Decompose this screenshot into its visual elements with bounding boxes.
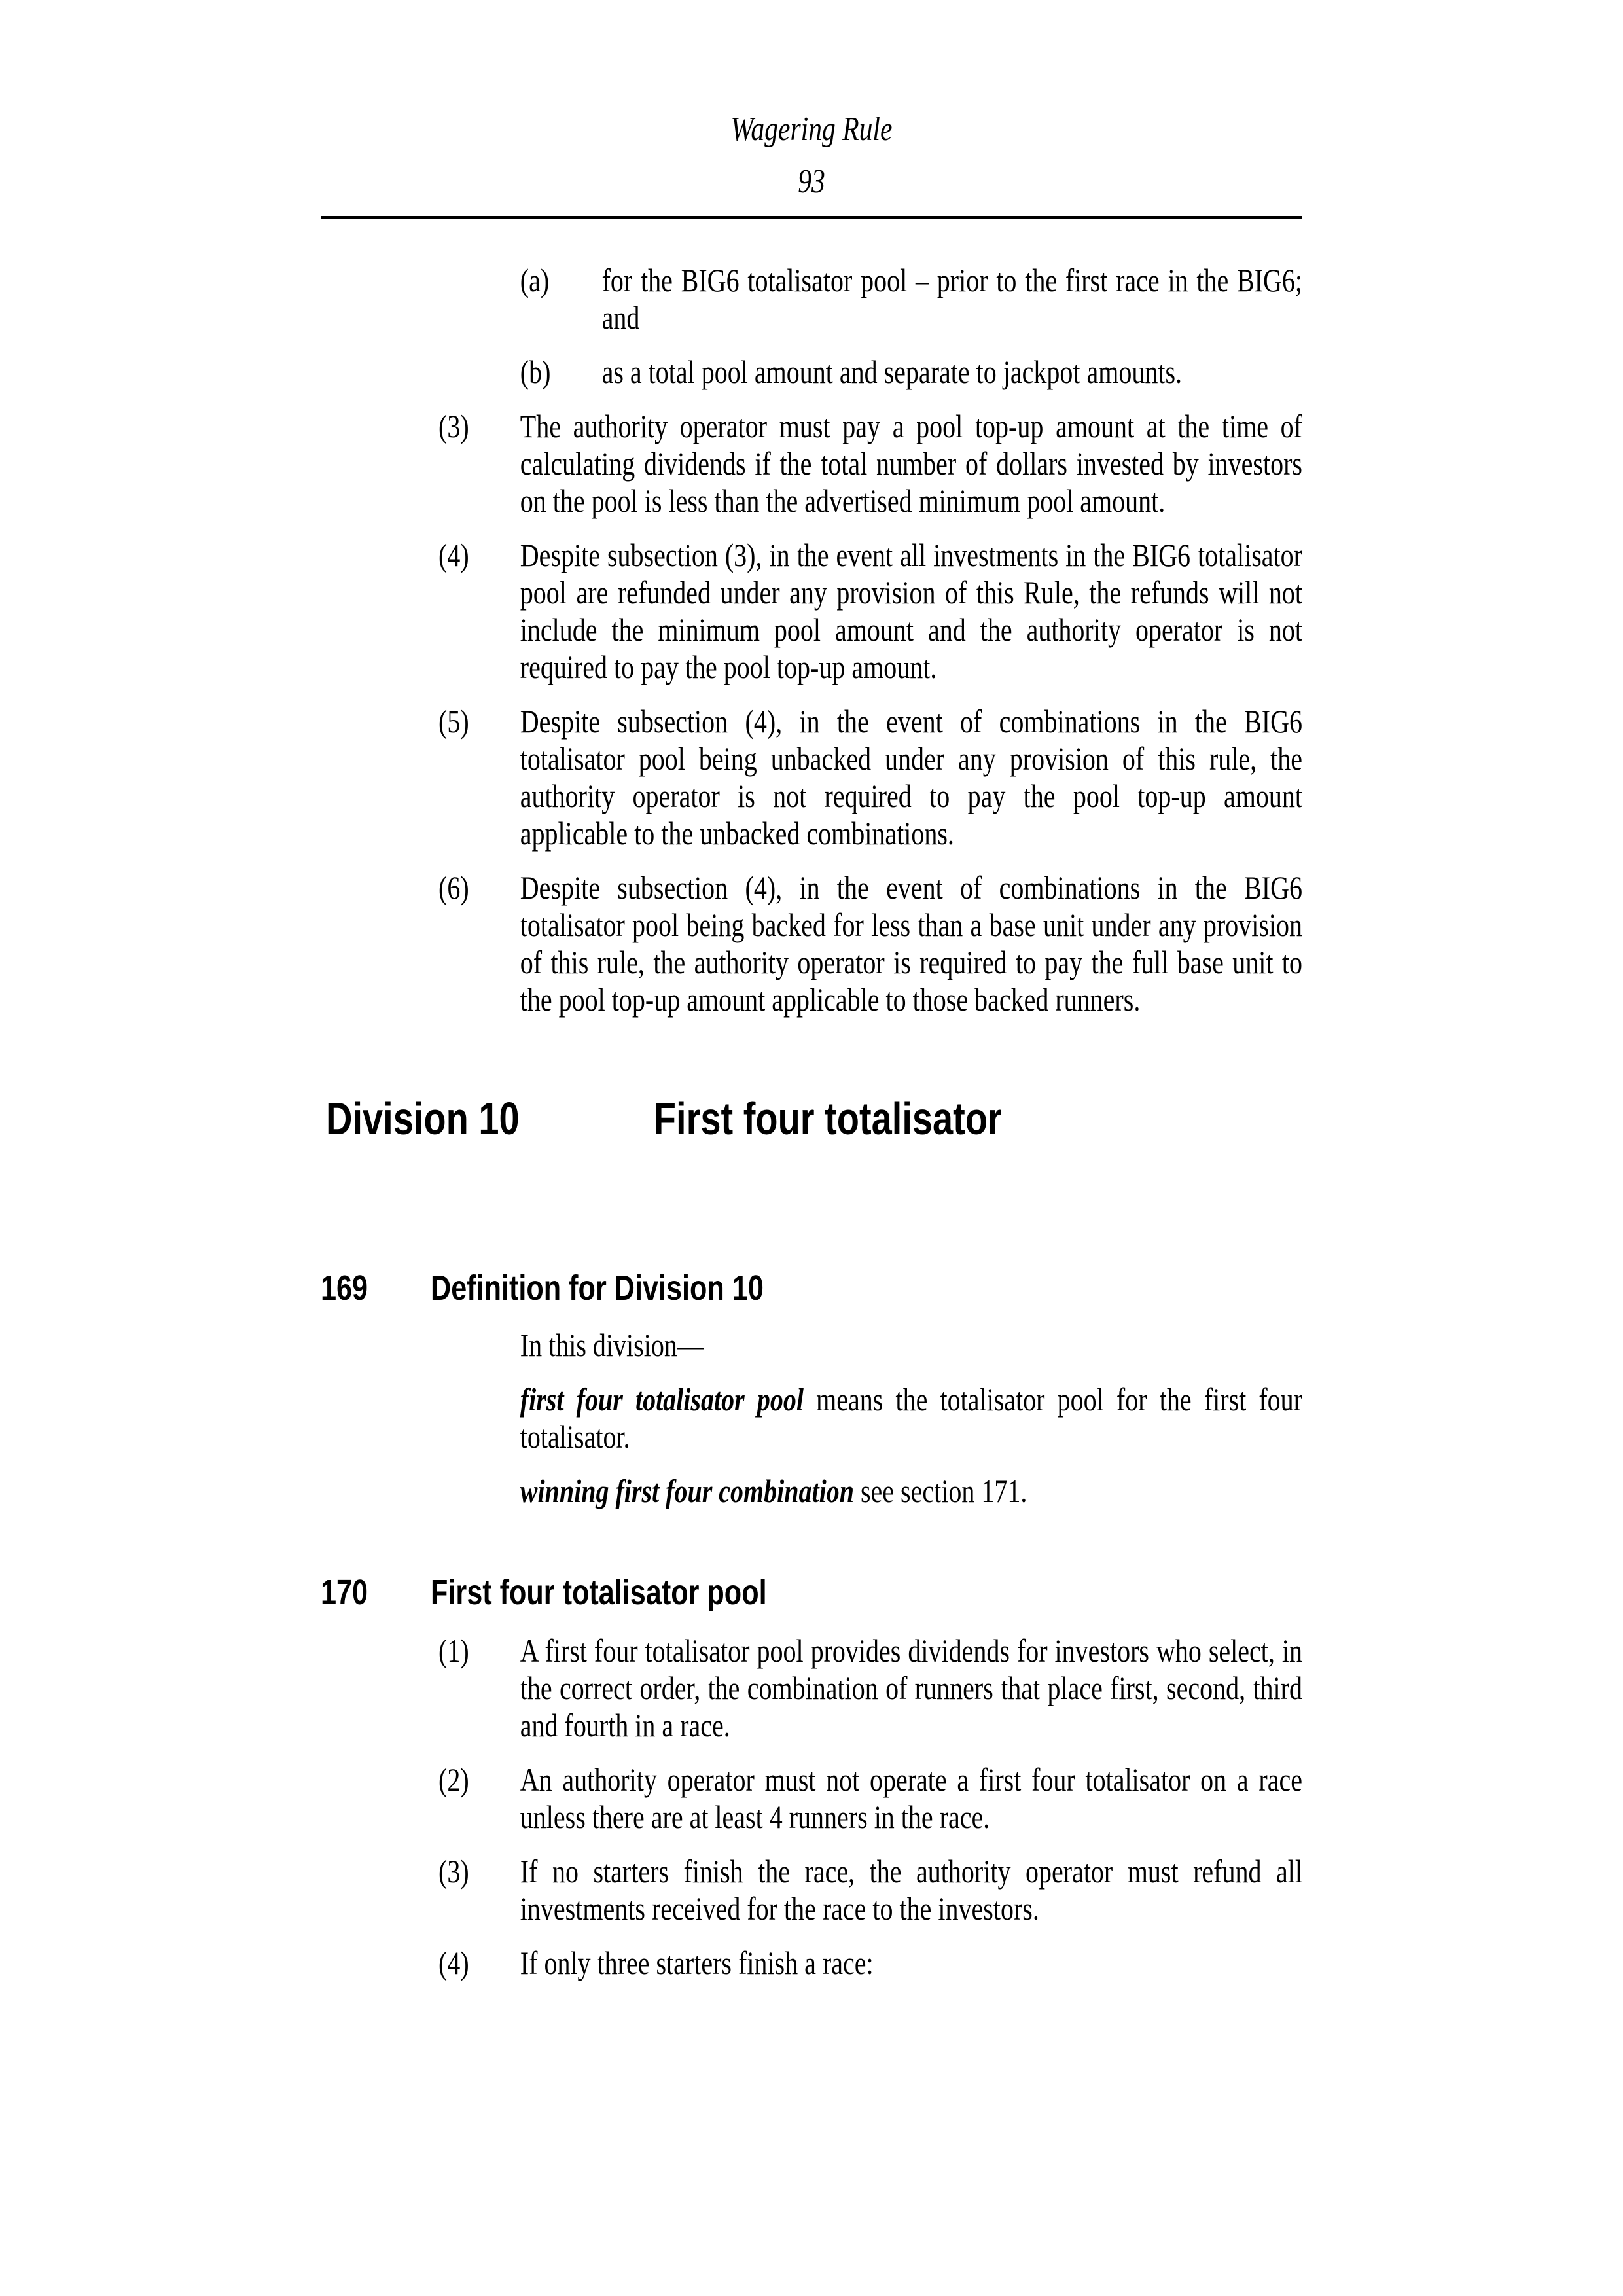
running-header-title: Wagering Rule [730, 111, 893, 148]
section-title: First four totalisator pool [431, 1573, 767, 1612]
section-number: 169 [321, 1268, 368, 1308]
section-number: 170 [321, 1573, 368, 1612]
section-title: Definition for Division 10 [431, 1268, 764, 1308]
item-marker: (6) [438, 869, 469, 906]
item-text: as a total pool amount and separate to jackpot amounts. [601, 353, 1183, 390]
list-item-4 [321, 537, 1302, 686]
page-number: 93 [798, 163, 825, 200]
item-marker: (b) [520, 353, 551, 390]
item-marker: (4) [438, 537, 469, 573]
item-text: for the BIG6 totalisator pool – prior to the first race in the BIG6; and [601, 262, 1302, 336]
page-content [321, 0, 1302, 1982]
body-text [321, 262, 1302, 1982]
item-marker: (a) [520, 262, 550, 298]
list-item-5 [321, 703, 1302, 852]
section-170-heading [321, 1572, 1302, 1613]
item-text: If no starters finish the race, the authority operator must refund all investments received for the race to the investors. [520, 1853, 1302, 1927]
definition-term: winning first four combination [520, 1473, 854, 1509]
list-item-170-2 [321, 1761, 1302, 1836]
definition-paragraph [321, 1381, 1302, 1456]
item-text: An authority operator must not operate a first four totalisator on a race unless there are at least 4 runners in the race. [520, 1761, 1302, 1835]
item-text: Despite subsection (4), in the event of combinations in the BIG6 totalisator pool being unbacked under any provision of this rule, the authority operator is not required to pay the pool top-up amount applicable to the unbacked combinations. [520, 703, 1302, 852]
item-marker: (5) [438, 703, 469, 740]
definition-text: means the totalisator pool for the first four totalisator. [520, 1381, 1303, 1455]
item-text: The authority operator must pay a pool top-up amount at the time of calculating dividends if the total number of dollars invested by investors on the pool is less than the advertised minimum pool amount. [520, 408, 1302, 519]
division-title: First four totalisator [653, 1093, 1002, 1144]
definition-text: see section 171. [853, 1473, 1027, 1509]
list-item-170-1 [321, 1632, 1302, 1744]
item-marker: (3) [438, 1853, 469, 1890]
division-heading [321, 1094, 1302, 1143]
item-text: A first four totalisator pool provides dividends for investors who select, in the correct order, the combination of runners that place first, second, third and fourth in a race. [520, 1632, 1302, 1744]
item-text: Despite subsection (3), in the event all investments in the BIG6 totalisator pool are refunded under any provision of this Rule, the refunds will not include the minimum pool amount and the authority operator is not required to pay the pool top-up amount. [520, 537, 1302, 685]
list-item-a [321, 262, 1302, 336]
item-marker: (3) [438, 408, 469, 444]
list-item-170-4 [321, 1945, 1302, 1982]
item-marker: (1) [438, 1632, 469, 1669]
section-169-heading [321, 1268, 1302, 1308]
item-text: If only three starters finish a race: [520, 1945, 874, 1981]
item-marker: (4) [438, 1945, 469, 1981]
item-marker: (2) [438, 1761, 469, 1798]
definition-term: first four totalisator pool [520, 1381, 804, 1418]
item-text: Despite subsection (4), in the event of combinations in the BIG6 totalisator pool being backed for less than a base unit under any provision of this rule, the authority operator is required to pay the full base unit to the pool top-up amount applicable to those backed runners. [520, 869, 1302, 1018]
intro-paragraph: In this division— [520, 1327, 704, 1363]
list-item-3 [321, 408, 1302, 520]
list-item-170-3 [321, 1853, 1302, 1928]
header-divider-line [321, 216, 1302, 219]
list-item-b [321, 353, 1302, 391]
running-header [321, 0, 1302, 202]
list-item-6 [321, 869, 1302, 1018]
division-label: Division 10 [326, 1093, 520, 1144]
definition-paragraph [321, 1473, 1302, 1510]
